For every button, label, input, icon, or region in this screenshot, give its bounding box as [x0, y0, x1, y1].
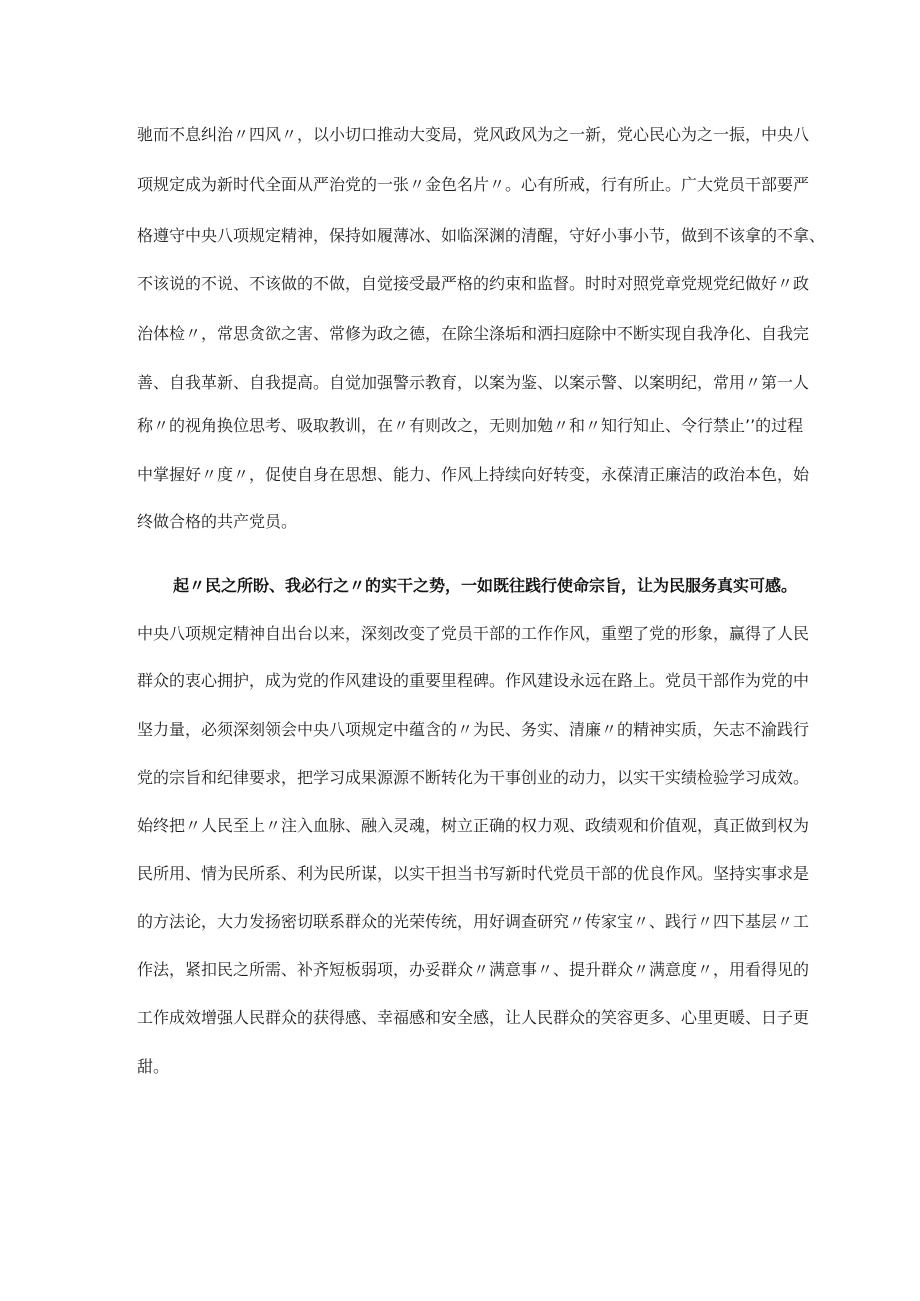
- paragraph-1-line: 称〃的视角换位思考、吸取教训，在〃有则改之，无则加勉〃和〃知行知止、令行禁止’’的过程: [137, 416, 804, 435]
- paragraph-2-line: 党的宗旨和纪律要求，把学习成果源源不断转化为干事创业的动力，以实干实绩检验学习成效。: [137, 768, 810, 787]
- paragraph-2-line: 始终把〃人民至上〃注入血脉、融入灵魂，树立正确的权力观、政绩观和价值观，真正做到权为: [137, 816, 810, 835]
- paragraph-1-line: 终做合格的共产党员。: [137, 512, 298, 531]
- paragraph-2-line: 的方法论，大力发扬密切联系群众的光荣传统，用好调查研究〃传家宝〃、践行〃四下基层〃工: [137, 912, 810, 931]
- paragraph-1-line: 项规定成为新时代全面从严治党的一张〃金色名片〃。心有所戒，行有所止。广大党员干部要严: [137, 175, 810, 194]
- paragraph-1-line: 驰而不息纠治〃四风〃，以小切口推动大变局，党风政风为之一新，党心民心为之一振，中央八: [137, 125, 810, 144]
- paragraph-2-line: 坚力量，必须深刻领会中央八项规定中蕴含的〃为民、务实、清廉〃的精神实质，矢志不渝践行: [137, 720, 810, 739]
- paragraph-1-line: 治体检〃，常思贪欲之害、常修为政之德，在除尘涤垢和洒扫庭除中不断实现自我净化、自我完: [137, 324, 810, 343]
- paragraph-2-line: 中央八项规定精神自出台以来，深刻改变了党员干部的工作作风，重塑了党的形象，赢得了人民: [137, 624, 810, 643]
- paragraph-1-line: 善、自我革新、自我提高。自觉加强警示教育，以案为鉴、以案示警、以案明纪，常用〃第一人: [137, 373, 810, 392]
- paragraph-2-line: 群众的衷心拥护，成为党的作风建设的重要里程碑。作风建设永远在路上。党员干部作为党的中: [137, 671, 810, 690]
- paragraph-2-line: 民所用、情为民所系、利为民所谋，以实干担当书写新时代党员干部的优良作风。坚持实事求是: [137, 864, 810, 883]
- paragraph-2-line: 工作成效增强人民群众的获得感、幸福感和安全感，让人民群众的笑容更多、心里更暖、日子更: [137, 1008, 810, 1027]
- paragraph-2-line: 甜。: [137, 1057, 170, 1076]
- section-heading: 起〃民之所盼、我必行之〃的实干之势，一如既往践行使命宗旨，让为民服务真实可感。: [173, 576, 798, 595]
- paragraph-2-line: 作法，紧扣民之所需、补齐短板弱项，办妥群众〃满意事〃、提升群众〃满意度〃，用看得见的: [137, 960, 810, 979]
- paragraph-1-line: 不该说的不说、不该做的不做，自觉接受最严格的约束和监督。时时对照党章党规党纪做好〃政: [137, 274, 810, 293]
- paragraph-1-line: 格遵守中央八项规定精神，保持如履薄冰、如临深渊的清醒，守好小事小节，做到不该拿的不拿、: [137, 226, 826, 245]
- paragraph-1-line: 中掌握好〃度〃，促使自身在思想、能力、作风上持续向好转变，永葆清正廉洁的政治本色，始: [137, 465, 810, 484]
